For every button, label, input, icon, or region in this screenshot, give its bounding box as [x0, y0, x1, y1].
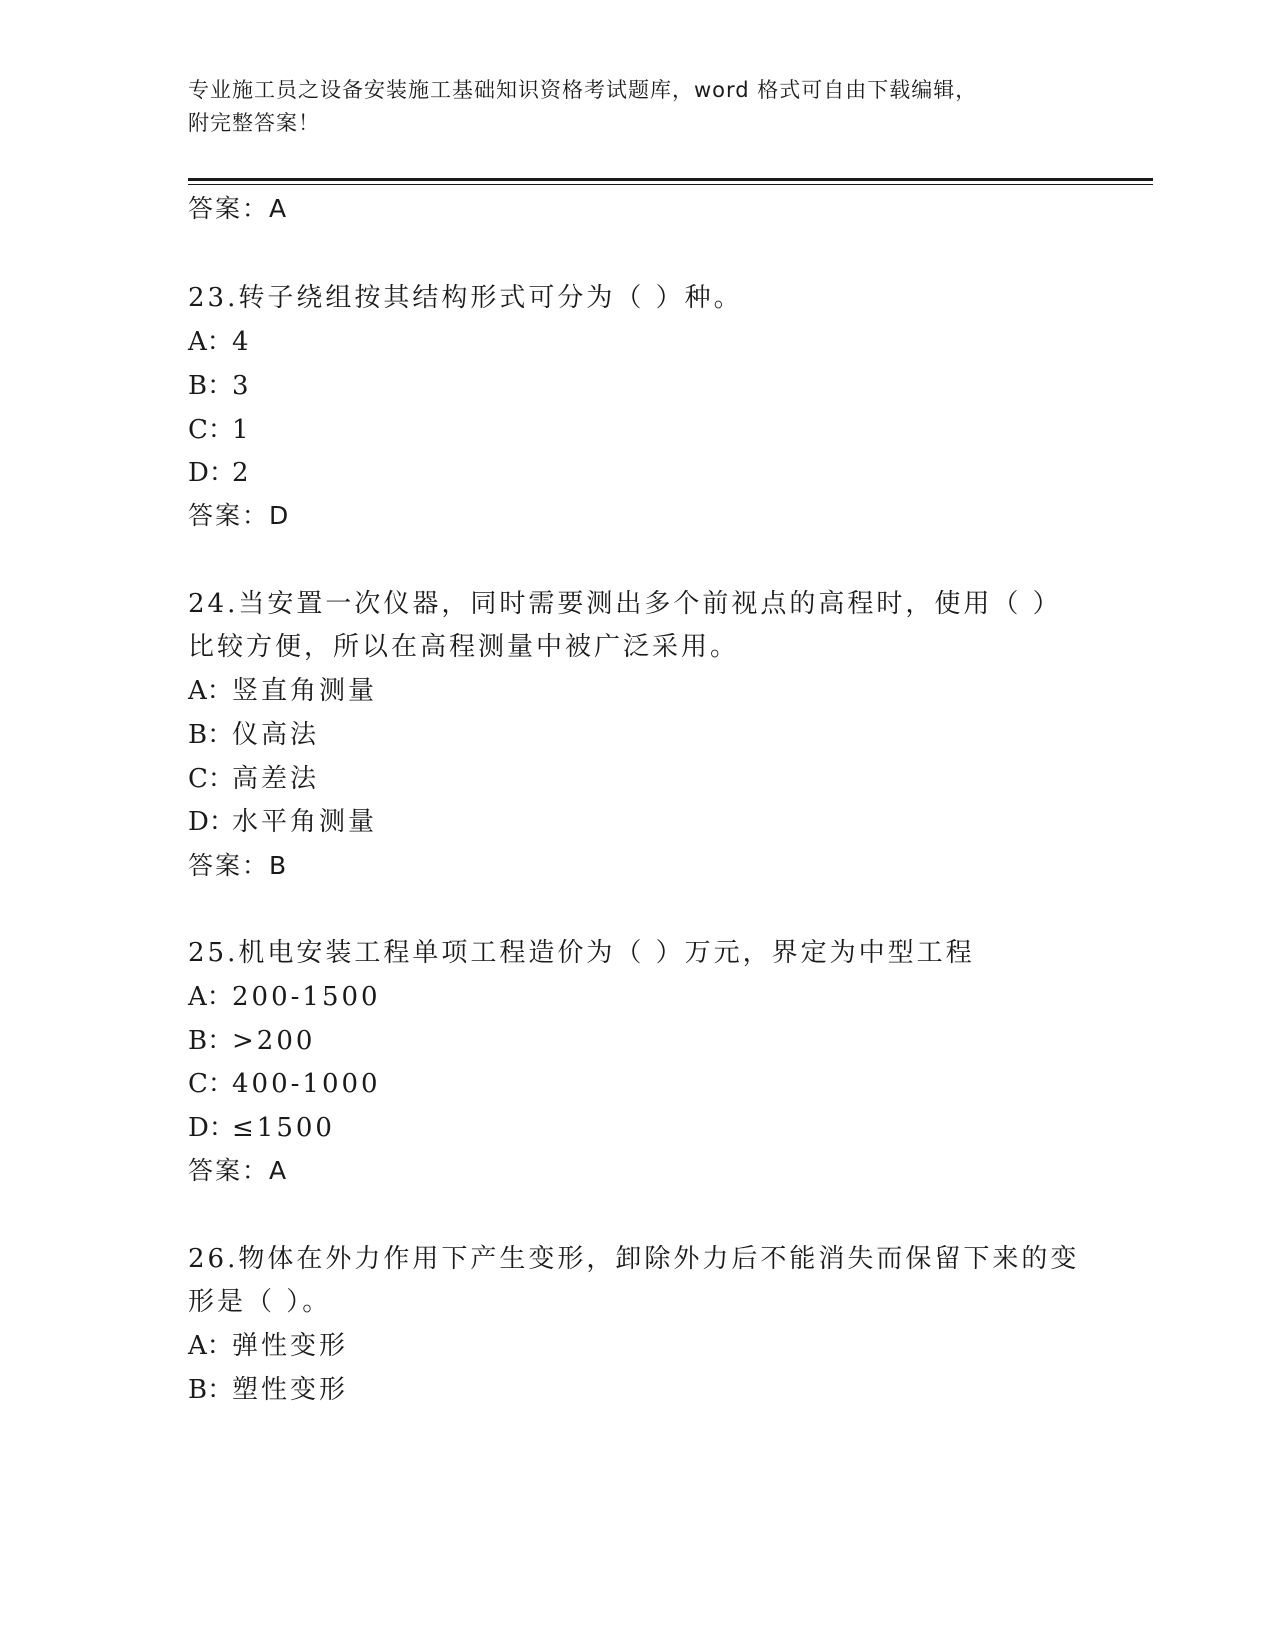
option-label: A：: [188, 982, 233, 1012]
option-text: 3: [232, 371, 252, 401]
answer-value: D: [269, 501, 291, 530]
answer-value: A: [269, 1156, 289, 1185]
question-stem: 25.机电安装工程单项工程造价为（ ）万元，界定为中型工程: [188, 938, 975, 968]
option-d: [188, 806, 377, 838]
option-text: 弹性变形: [232, 1331, 349, 1361]
option-label: B：: [188, 371, 234, 401]
header-divider-thin: [188, 184, 1153, 185]
option-c: [188, 1068, 381, 1100]
option-text: 4: [232, 327, 252, 357]
option-a: [188, 1330, 348, 1362]
answer-line: [188, 1155, 288, 1187]
option-label: A：: [188, 327, 233, 357]
answer-line: [188, 193, 288, 225]
option-b: [188, 719, 319, 751]
option-text: 2: [232, 458, 252, 488]
option-d: [188, 457, 252, 489]
answer-value: B: [269, 851, 289, 880]
answer-label: 答案：: [188, 1156, 270, 1185]
question-stem-continued: 比较方便，所以在高程测量中被广泛采用。: [188, 632, 740, 662]
header-line-2: 附完整答案！: [188, 111, 320, 135]
option-c: [188, 763, 319, 795]
option-label: C：: [188, 1069, 234, 1099]
answer-line: [188, 500, 290, 532]
option-label: D：: [188, 807, 235, 837]
answer-label: 答案：: [188, 501, 270, 530]
option-text: 高差法: [232, 764, 320, 794]
option-text: 1: [232, 415, 252, 445]
option-a: [188, 981, 381, 1013]
option-text: 400-1000: [232, 1069, 381, 1099]
option-text: ≤1500: [232, 1113, 335, 1143]
option-c: [188, 414, 252, 446]
option-label: D：: [188, 458, 235, 488]
option-label: B：: [188, 1375, 234, 1405]
option-text: 塑性变形: [232, 1375, 349, 1405]
answer-label: 答案：: [188, 851, 270, 880]
question-stem: 26.物体在外力作用下产生变形，卸除外力后不能消失而保留下来的变: [188, 1244, 1080, 1274]
option-label: C：: [188, 764, 234, 794]
question-stem-continued: 形是（ ）。: [188, 1287, 332, 1317]
option-b: [188, 370, 252, 402]
answer-label: 答案：: [188, 194, 270, 223]
option-text: 仪高法: [232, 720, 320, 750]
answer-line: [188, 850, 288, 882]
option-label: B：: [188, 1026, 234, 1056]
option-text: 200-1500: [232, 982, 381, 1012]
option-a: [188, 675, 377, 707]
option-b: [188, 1374, 348, 1406]
option-d: [188, 1112, 335, 1144]
option-text: >200: [232, 1026, 316, 1056]
option-text: 竖直角测量: [232, 676, 378, 706]
option-label: B：: [188, 720, 234, 750]
header-line-1: 专业施工员之设备安装施工基础知识资格考试题库，word 格式可自由下载编辑，: [188, 78, 978, 102]
option-text: 水平角测量: [232, 807, 378, 837]
question-stem: 24.当安置一次仪器，同时需要测出多个前视点的高程时，使用（ ）: [188, 589, 1062, 619]
header-divider-thick: [188, 178, 1153, 181]
option-label: A：: [188, 1331, 233, 1361]
document-header: [188, 74, 1068, 140]
option-a: [188, 326, 252, 358]
option-b: [188, 1025, 315, 1057]
option-label: C：: [188, 415, 234, 445]
question-stem: 23.转子绕组按其结构形式可分为（ ）种。: [188, 283, 743, 313]
option-label: D：: [188, 1113, 235, 1143]
answer-value: A: [269, 194, 289, 223]
option-label: A：: [188, 676, 233, 706]
